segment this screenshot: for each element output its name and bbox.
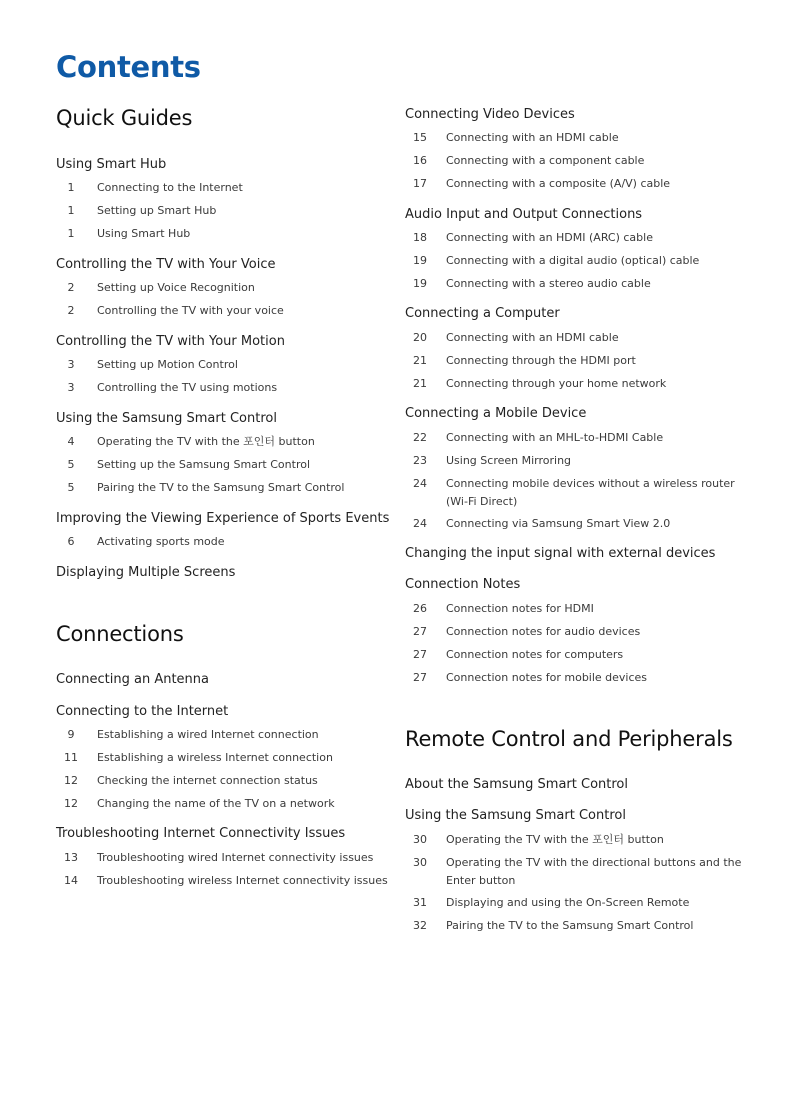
- page-number: 21: [413, 354, 427, 367]
- page-number: 1: [67, 204, 75, 217]
- page-number: 1: [67, 181, 75, 194]
- page-title: Contents: [56, 50, 201, 84]
- page-number: 31: [413, 896, 427, 909]
- entry-label: Troubleshooting wireless Internet connectivity issues: [97, 874, 388, 887]
- entry-label: Establishing a wireless Internet connection: [97, 751, 333, 764]
- group-title[interactable]: Using Smart Hub: [56, 157, 167, 172]
- entry-label: Connecting with an HDMI (ARC) cable: [446, 231, 653, 244]
- entry-label: Connecting mobile devices without a wireless router (Wi-Fi Direct): [446, 477, 735, 508]
- entry-label: Displaying and using the On-Screen Remote: [446, 896, 690, 909]
- entry-label: Operating the TV with the 포인터 button: [446, 833, 664, 846]
- page-number: 13: [64, 851, 78, 864]
- page-number: 26: [413, 602, 427, 615]
- entry-label: Connecting via Samsung Smart View 2.0: [446, 517, 671, 530]
- page-number: 23: [413, 454, 427, 467]
- entry-label: Connection notes for computers: [446, 648, 624, 661]
- page-number: 3: [67, 358, 75, 371]
- group-title[interactable]: Changing the input signal with external devices: [405, 546, 716, 561]
- entry-label: Connecting through your home network: [446, 377, 667, 390]
- page-number: 22: [413, 431, 427, 444]
- page-number: 11: [64, 751, 78, 764]
- page-number: 14: [64, 874, 78, 887]
- entry-label: Setting up Smart Hub: [97, 204, 217, 217]
- entry-label: Using Screen Mirroring: [446, 454, 572, 467]
- group-title[interactable]: Using the Samsung Smart Control: [405, 808, 626, 823]
- page-number: 19: [413, 254, 427, 267]
- page-number: 15: [413, 131, 427, 144]
- group-title[interactable]: Troubleshooting Internet Connectivity Issues: [56, 826, 346, 841]
- group-title[interactable]: Connecting Video Devices: [405, 107, 575, 122]
- group-title[interactable]: Connecting an Antenna: [56, 672, 209, 687]
- page-number: 1: [67, 227, 75, 240]
- entry-label: Connecting with an MHL-to-HDMI Cable: [446, 431, 664, 444]
- entry-label: Connecting with an HDMI cable: [446, 131, 619, 144]
- entry-label: Connection notes for audio devices: [446, 625, 641, 638]
- page-number: 2: [67, 281, 75, 294]
- group-title[interactable]: About the Samsung Smart Control: [405, 777, 628, 792]
- page-number: 16: [413, 154, 427, 167]
- entry-label: Controlling the TV using motions: [97, 381, 278, 394]
- group-title[interactable]: Using the Samsung Smart Control: [56, 411, 277, 426]
- section-heading-remote-control: Remote Control and Peripherals: [405, 727, 733, 751]
- group-title[interactable]: Connecting to the Internet: [56, 704, 229, 719]
- group-title[interactable]: Connecting a Computer: [405, 306, 560, 321]
- entry-label: Connecting with a stereo audio cable: [446, 277, 651, 290]
- page-number: 32: [413, 919, 427, 932]
- entry-label: Changing the name of the TV on a network: [97, 797, 335, 810]
- page-number: 21: [413, 377, 427, 390]
- page-number: 12: [64, 774, 78, 787]
- group-title[interactable]: Audio Input and Output Connections: [405, 207, 643, 222]
- page-number: 17: [413, 177, 427, 190]
- entry-label: Pairing the TV to the Samsung Smart Control: [446, 919, 694, 932]
- page-number: 24: [413, 477, 427, 490]
- group-title[interactable]: Connecting a Mobile Device: [405, 406, 587, 421]
- entry-label: Operating the TV with the directional buttons and the Enter button: [446, 856, 742, 887]
- page-number: 4: [67, 435, 75, 448]
- section-heading-connections: Connections: [56, 622, 184, 646]
- entry-label: Setting up Voice Recognition: [97, 281, 255, 294]
- group-title[interactable]: Connection Notes: [405, 577, 521, 592]
- page-number: 5: [67, 481, 75, 494]
- group-title[interactable]: Displaying Multiple Screens: [56, 565, 236, 580]
- page-number: 30: [413, 833, 427, 846]
- page-number: 24: [413, 517, 427, 530]
- page-number: 30: [413, 856, 427, 869]
- entry-label: Using Smart Hub: [97, 227, 191, 240]
- entry-label: Connection notes for mobile devices: [446, 671, 648, 684]
- entry-label: Activating sports mode: [97, 535, 225, 548]
- entry-label: Connecting with a composite (A/V) cable: [446, 177, 671, 190]
- entry-label: Pairing the TV to the Samsung Smart Control: [97, 481, 345, 494]
- entry-label: Setting up Motion Control: [97, 358, 238, 371]
- entry-label: Connecting with a component cable: [446, 154, 645, 167]
- entry-label: Connecting to the Internet: [97, 181, 243, 194]
- entry-label: Operating the TV with the 포인터 button: [97, 435, 315, 448]
- group-title[interactable]: Improving the Viewing Experience of Sports Events: [56, 511, 390, 526]
- page-number: 18: [413, 231, 427, 244]
- entry-label: Setting up the Samsung Smart Control: [97, 458, 311, 471]
- entry-label: Controlling the TV with your voice: [97, 304, 284, 317]
- page-number: 19: [413, 277, 427, 290]
- group-title[interactable]: Controlling the TV with Your Voice: [56, 257, 276, 272]
- page-number: 27: [413, 671, 427, 684]
- page-number: 2: [67, 304, 75, 317]
- entry-label: Connecting through the HDMI port: [446, 354, 636, 367]
- section-heading-quick-guides: Quick Guides: [56, 106, 193, 130]
- entry-label: Establishing a wired Internet connection: [97, 728, 319, 741]
- page-number: 5: [67, 458, 75, 471]
- page-number: 3: [67, 381, 75, 394]
- page-number: 12: [64, 797, 78, 810]
- page-number: 9: [67, 728, 75, 741]
- page-number: 20: [413, 331, 427, 344]
- entry-label: Checking the internet connection status: [97, 774, 318, 787]
- page-number: 27: [413, 625, 427, 638]
- entry-label: Connecting with an HDMI cable: [446, 331, 619, 344]
- page-number: 27: [413, 648, 427, 661]
- entry-label: Connecting with a digital audio (optical) cable: [446, 254, 700, 267]
- page-number: 6: [67, 535, 75, 548]
- entry-label: Connection notes for HDMI: [446, 602, 594, 615]
- entry-label: Troubleshooting wired Internet connectivity issues: [97, 851, 374, 864]
- group-title[interactable]: Controlling the TV with Your Motion: [56, 334, 285, 349]
